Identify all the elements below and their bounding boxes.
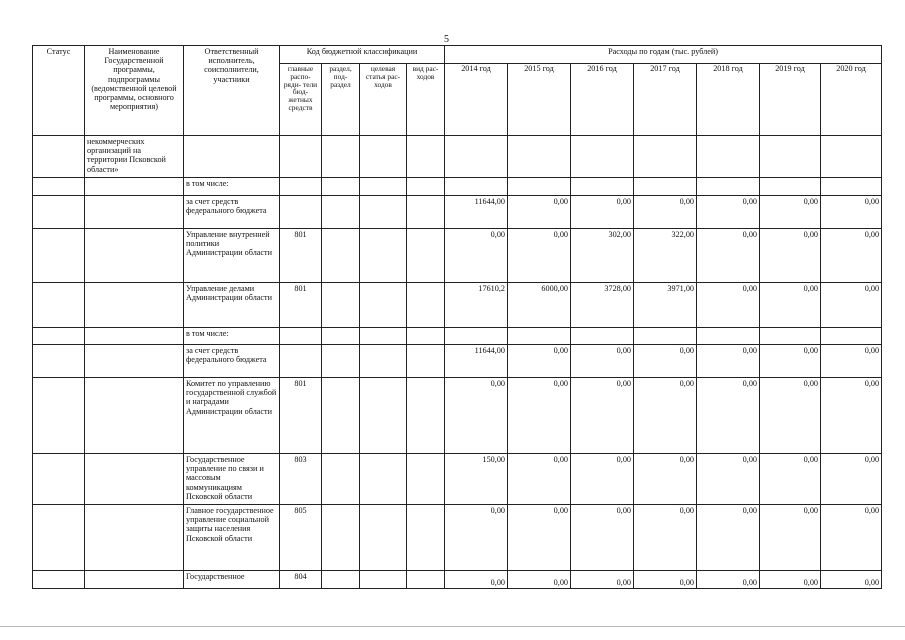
expense-value-cell: [697, 136, 760, 178]
code-section-cell: [322, 345, 360, 378]
table-row: [33, 229, 882, 283]
code-target-article-cell: [360, 229, 407, 283]
program-name-cell: [85, 196, 184, 229]
table-row: [33, 571, 882, 589]
code-expense-type-cell: [407, 196, 445, 229]
expense-value-cell: [571, 328, 634, 345]
expense-value-cell: [821, 328, 882, 345]
expense-value-cell: [508, 178, 571, 196]
header-year-2020: 2020 год: [821, 64, 882, 136]
expense-value-cell: [697, 328, 760, 345]
status-cell: [33, 454, 85, 505]
code-section-cell: [322, 378, 360, 454]
program-name-cell: [85, 345, 184, 378]
responsible-cell: Государственное управление по связи и массовым коммуникациям Псковской области: [184, 454, 280, 505]
code-section-cell: [322, 196, 360, 229]
expense-value-cell: 3728,00: [571, 283, 634, 328]
expense-value-cell: 0,00: [760, 571, 821, 589]
responsible-cell: Управление делами Администрации области: [184, 283, 280, 328]
expense-value-cell: 0,00: [697, 196, 760, 229]
code-section-cell: [322, 136, 360, 178]
expense-value-cell: 0,00: [697, 378, 760, 454]
code-expense-type-cell: [407, 328, 445, 345]
code-section-cell: [322, 454, 360, 505]
code-section-cell: [322, 505, 360, 571]
expense-value-cell: 0,00: [760, 229, 821, 283]
header-code-section: раздел, под- раздел: [322, 64, 360, 136]
expense-value-cell: 0,00: [571, 345, 634, 378]
expense-value-cell: 0,00: [821, 345, 882, 378]
program-name-cell: [85, 178, 184, 196]
code-section-cell: [322, 229, 360, 283]
code-main-manager-cell: 801: [280, 378, 322, 454]
page-bottom-edge: [0, 626, 905, 627]
responsible-cell: за счет средств федерального бюджета: [184, 196, 280, 229]
expense-value-cell: 0,00: [508, 378, 571, 454]
header-code-main-manager: главные распо- ряди- тели бюд- жетных средств: [280, 64, 322, 136]
expense-value-cell: 150,00: [445, 454, 508, 505]
responsible-cell: Управление внутренней политики Администрации области: [184, 229, 280, 283]
expense-value-cell: 0,00: [445, 378, 508, 454]
expense-value-cell: 0,00: [571, 454, 634, 505]
status-cell: [33, 345, 85, 378]
program-name-cell: [85, 229, 184, 283]
expense-value-cell: [571, 136, 634, 178]
code-main-manager-cell: [280, 136, 322, 178]
expense-value-cell: 0,00: [634, 378, 697, 454]
expense-value-cell: 0,00: [821, 229, 882, 283]
expense-value-cell: 0,00: [571, 505, 634, 571]
table-row: [33, 378, 882, 454]
code-main-manager-cell: 801: [280, 283, 322, 328]
code-main-manager-cell: 805: [280, 505, 322, 571]
page-number: 5: [444, 34, 449, 45]
expense-value-cell: [760, 136, 821, 178]
status-cell: [33, 378, 85, 454]
expense-value-cell: 0,00: [634, 571, 697, 589]
table-row: [33, 328, 882, 345]
expense-value-cell: 0,00: [571, 196, 634, 229]
expense-value-cell: 302,00: [571, 229, 634, 283]
expense-value-cell: 0,00: [821, 283, 882, 328]
expense-value-cell: 0,00: [571, 571, 634, 589]
header-responsible: Ответственный исполнитель, соисполнители, участники: [184, 46, 280, 136]
header-year-2016: 2016 год: [571, 64, 634, 136]
responsible-cell: за счет средств федерального бюджета: [184, 345, 280, 378]
table-body: [33, 136, 882, 589]
expense-value-cell: 0,00: [760, 378, 821, 454]
code-main-manager-cell: 804: [280, 571, 322, 589]
expense-value-cell: 0,00: [634, 505, 697, 571]
responsible-cell: в том числе:: [184, 328, 280, 345]
expense-value-cell: 0,00: [697, 345, 760, 378]
status-cell: [33, 136, 85, 178]
code-main-manager-cell: 803: [280, 454, 322, 505]
expense-value-cell: [760, 178, 821, 196]
code-target-article-cell: [360, 345, 407, 378]
code-main-manager-cell: [280, 328, 322, 345]
program-name-cell: [85, 505, 184, 571]
code-main-manager-cell: [280, 178, 322, 196]
code-target-article-cell: [360, 378, 407, 454]
responsible-cell: Главное государственное управление социальной защиты населения Псковской области: [184, 505, 280, 571]
expense-value-cell: 0,00: [508, 345, 571, 378]
expense-value-cell: [508, 136, 571, 178]
expense-value-cell: 0,00: [821, 454, 882, 505]
expense-value-cell: 0,00: [634, 345, 697, 378]
expense-value-cell: 0,00: [821, 571, 882, 589]
code-target-article-cell: [360, 505, 407, 571]
code-expense-type-cell: [407, 378, 445, 454]
code-target-article-cell: [360, 196, 407, 229]
expense-value-cell: 0,00: [821, 505, 882, 571]
expense-value-cell: [445, 178, 508, 196]
code-expense-type-cell: [407, 454, 445, 505]
expense-value-cell: 0,00: [760, 196, 821, 229]
status-cell: [33, 178, 85, 196]
header-year-2019: 2019 год: [760, 64, 821, 136]
program-name-cell: [85, 283, 184, 328]
expense-value-cell: 6000,00: [508, 283, 571, 328]
status-cell: [33, 571, 85, 589]
status-cell: [33, 229, 85, 283]
expense-value-cell: 0,00: [445, 571, 508, 589]
code-target-article-cell: [360, 178, 407, 196]
expense-value-cell: 0,00: [697, 454, 760, 505]
table-row: [33, 178, 882, 196]
table-row: [33, 283, 882, 328]
header-year-2018: 2018 год: [697, 64, 760, 136]
code-expense-type-cell: [407, 505, 445, 571]
expense-value-cell: 0,00: [571, 378, 634, 454]
expense-value-cell: [821, 178, 882, 196]
expense-value-cell: [445, 328, 508, 345]
code-main-manager-cell: 801: [280, 229, 322, 283]
table-row: [33, 505, 882, 571]
code-expense-type-cell: [407, 345, 445, 378]
expense-value-cell: 0,00: [508, 229, 571, 283]
responsible-cell: в том числе:: [184, 178, 280, 196]
expense-value-cell: 3971,00: [634, 283, 697, 328]
code-section-cell: [322, 283, 360, 328]
code-main-manager-cell: [280, 196, 322, 229]
table-row: [33, 136, 882, 178]
expense-value-cell: [634, 328, 697, 345]
expense-value-cell: 0,00: [445, 505, 508, 571]
table-row: [33, 345, 882, 378]
header-code-expense-type: вид рас- ходов: [407, 64, 445, 136]
header-code-target-article: целевая статья рас- ходов: [360, 64, 407, 136]
responsible-cell: Государственное: [184, 571, 280, 589]
header-year-2014: 2014 год: [445, 64, 508, 136]
expense-value-cell: 0,00: [445, 229, 508, 283]
table-row: [33, 196, 882, 229]
expense-value-cell: 0,00: [508, 454, 571, 505]
status-cell: [33, 505, 85, 571]
table-row: [33, 454, 882, 505]
expense-value-cell: 11644,00: [445, 196, 508, 229]
expense-value-cell: 0,00: [697, 505, 760, 571]
header-name: Наименование Государственной программы, подпрограммы (ведомственной целевой программы, основного мероприятия): [85, 46, 184, 136]
expense-value-cell: 0,00: [760, 454, 821, 505]
expense-value-cell: 0,00: [821, 378, 882, 454]
program-name-cell: [85, 328, 184, 345]
code-target-article-cell: [360, 283, 407, 328]
program-name-cell: [85, 571, 184, 589]
expense-value-cell: [697, 178, 760, 196]
expense-value-cell: [760, 328, 821, 345]
expense-value-cell: 17610,2: [445, 283, 508, 328]
header-year-2015: 2015 год: [508, 64, 571, 136]
code-main-manager-cell: [280, 345, 322, 378]
budget-table: [32, 45, 882, 589]
code-expense-type-cell: [407, 283, 445, 328]
expense-value-cell: 0,00: [508, 571, 571, 589]
status-cell: [33, 196, 85, 229]
status-cell: [33, 283, 85, 328]
expense-value-cell: 0,00: [760, 505, 821, 571]
expense-value-cell: 0,00: [760, 283, 821, 328]
expense-value-cell: [634, 178, 697, 196]
code-target-article-cell: [360, 571, 407, 589]
expense-value-cell: [445, 136, 508, 178]
expense-value-cell: [821, 136, 882, 178]
header-budget-code: Код бюджетной классификации: [280, 46, 445, 64]
program-name-cell: некоммерческих организаций на территории Псковской области»: [85, 136, 184, 178]
responsible-cell: Комитет по управлению государственной службой и наградами Администрации области: [184, 378, 280, 454]
expense-value-cell: 0,00: [634, 196, 697, 229]
code-section-cell: [322, 328, 360, 345]
expense-value-cell: 0,00: [821, 196, 882, 229]
expense-value-cell: 0,00: [508, 505, 571, 571]
expense-value-cell: 0,00: [697, 283, 760, 328]
expense-value-cell: 0,00: [634, 454, 697, 505]
expense-value-cell: 0,00: [697, 229, 760, 283]
code-section-cell: [322, 178, 360, 196]
code-target-article-cell: [360, 328, 407, 345]
expense-value-cell: 322,00: [634, 229, 697, 283]
expense-value-cell: [634, 136, 697, 178]
header-expenses: Расходы по годам (тыс. рублей): [445, 46, 882, 64]
program-name-cell: [85, 378, 184, 454]
code-target-article-cell: [360, 454, 407, 505]
code-expense-type-cell: [407, 571, 445, 589]
code-section-cell: [322, 571, 360, 589]
expense-value-cell: [571, 178, 634, 196]
expense-value-cell: 0,00: [508, 196, 571, 229]
program-name-cell: [85, 454, 184, 505]
code-target-article-cell: [360, 136, 407, 178]
expense-value-cell: [508, 328, 571, 345]
code-expense-type-cell: [407, 136, 445, 178]
expense-value-cell: 0,00: [760, 345, 821, 378]
status-cell: [33, 328, 85, 345]
expense-value-cell: 0,00: [697, 571, 760, 589]
responsible-cell: [184, 136, 280, 178]
expense-value-cell: 11644,00: [445, 345, 508, 378]
header-year-2017: 2017 год: [634, 64, 697, 136]
code-expense-type-cell: [407, 178, 445, 196]
header-status: Статус: [33, 46, 85, 136]
code-expense-type-cell: [407, 229, 445, 283]
